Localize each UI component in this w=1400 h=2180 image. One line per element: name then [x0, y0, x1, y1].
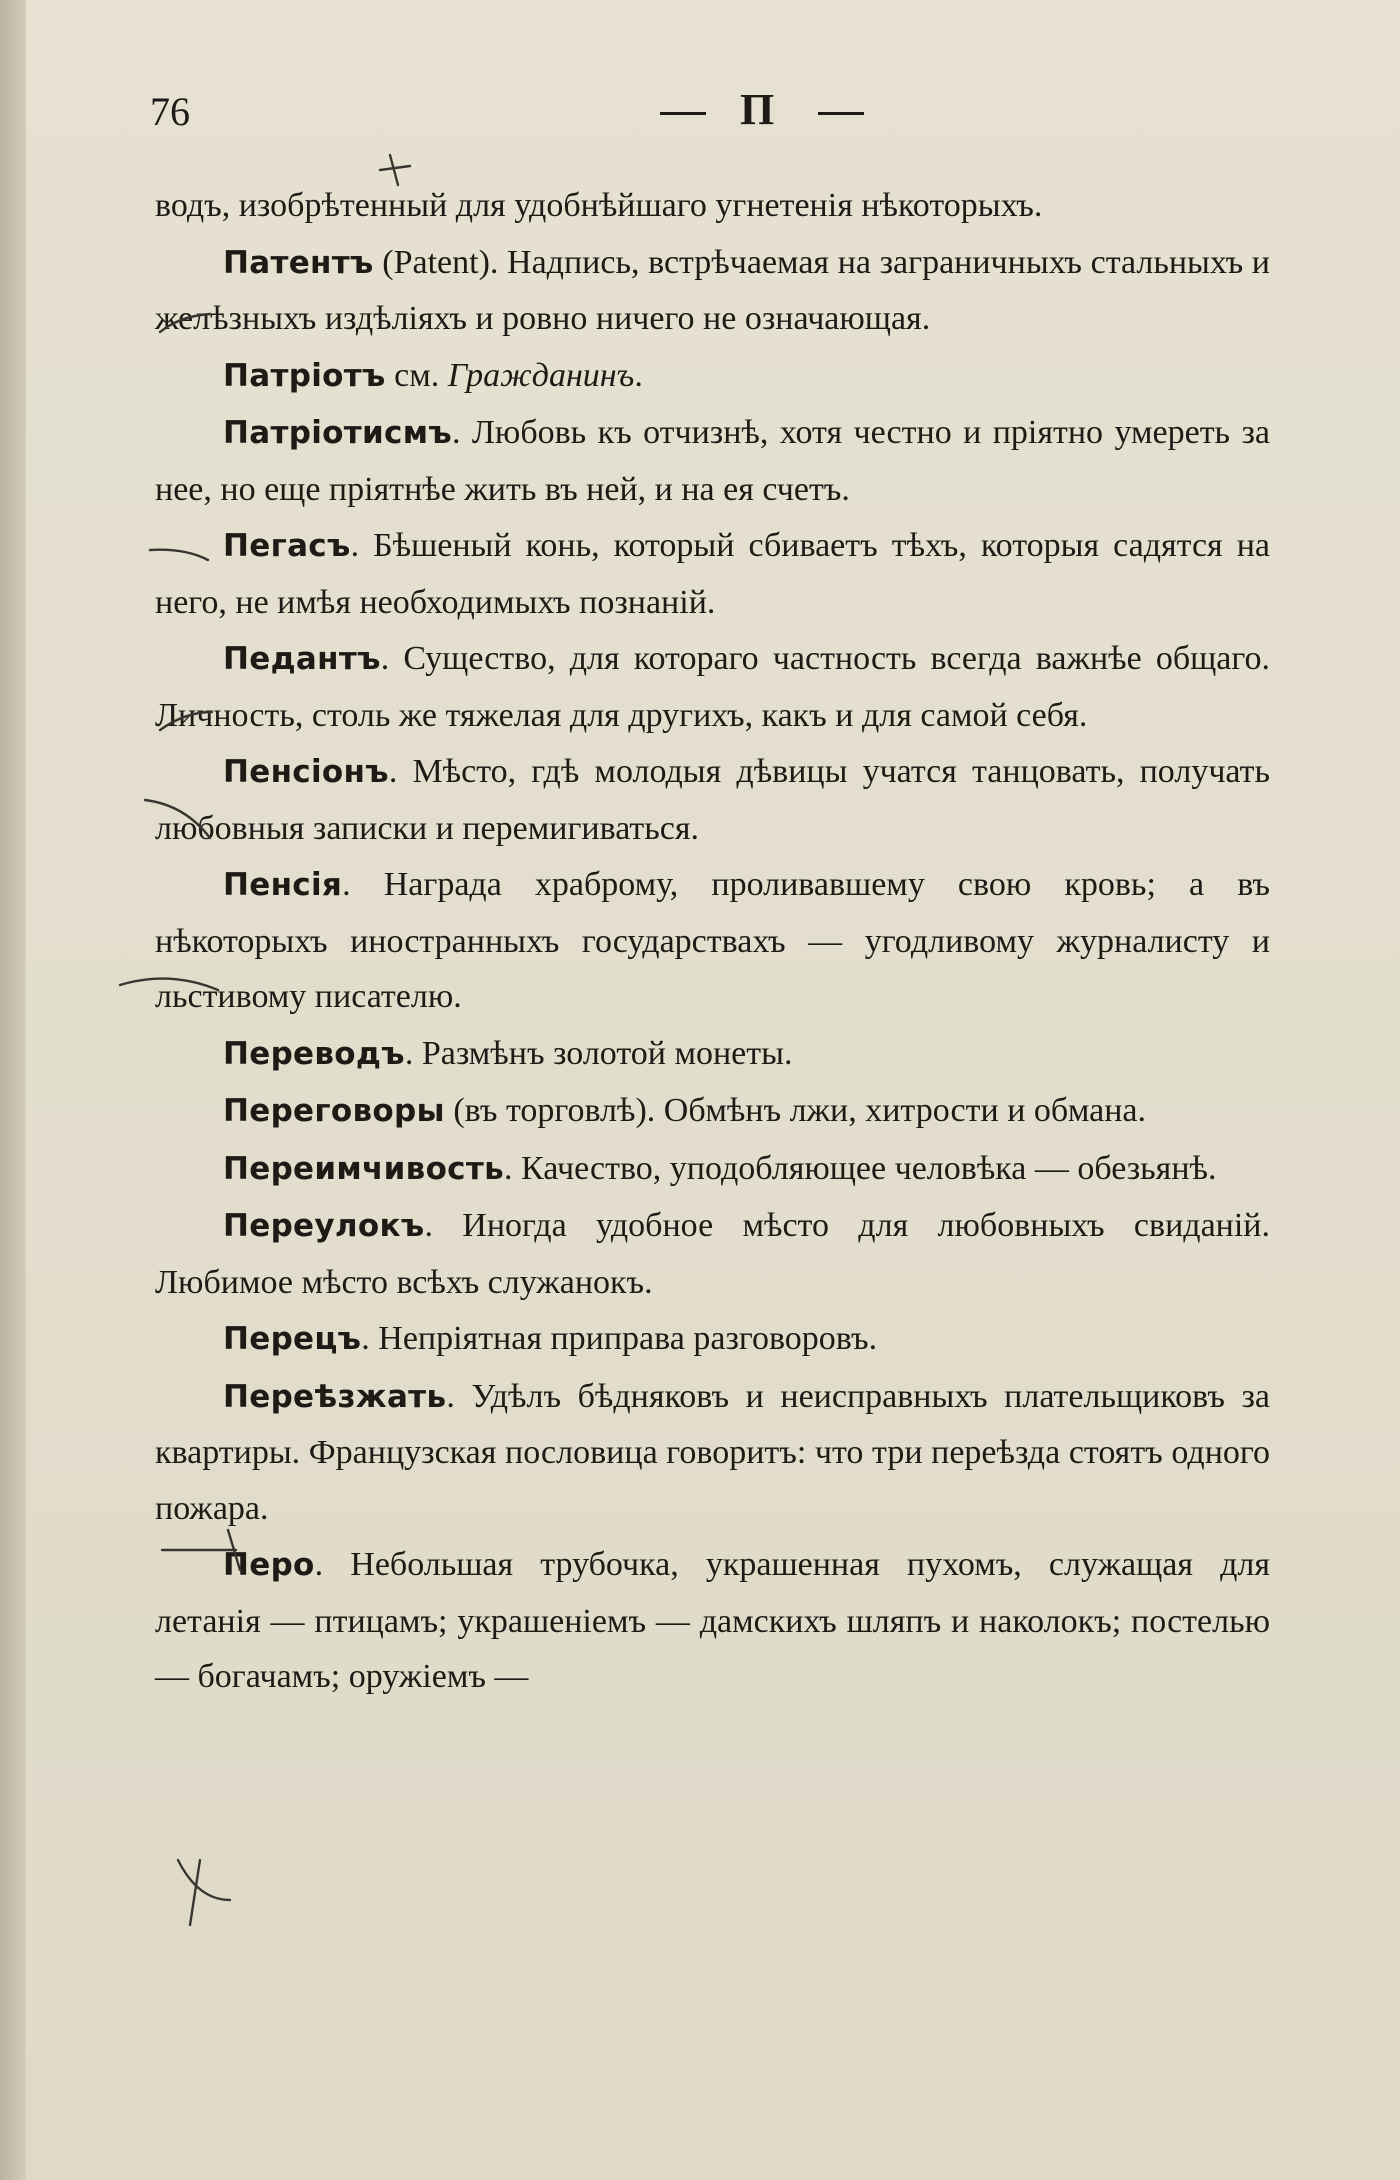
entry-term: Патріотисмъ [223, 415, 452, 451]
entry-term: Пегасъ [223, 528, 351, 564]
entry-text-end: . [634, 356, 643, 394]
entry-term: Переговоры [223, 1093, 445, 1129]
entry-text: водъ, изобрѣтенный для удобнѣйшаго угнетенія нѣкоторыхъ. [155, 187, 1043, 224]
entry-term: Перо [223, 1547, 315, 1583]
entry-text: . Качество, уподобляющее человѣка — обезьянѣ. [504, 1149, 1217, 1187]
pencil-tick-mark [160, 712, 212, 730]
section-letter: П [740, 85, 777, 134]
entry-term: Переулокъ [223, 1208, 425, 1244]
pencil-tick-mark [145, 800, 210, 838]
pencil-tick-mark [120, 979, 218, 990]
pencil-tick-mark [162, 1530, 240, 1570]
entry-text: . Существо, для котораго частность всегда важнѣе общаго. Личность, столь же тяжелая для другихъ, какъ и для самой себя. [155, 640, 1270, 734]
entry-text: . Непріятная приправа разговоровъ. [361, 1320, 878, 1357]
entry-text: . Любовь къ отчизнѣ, хотя честно и пріятно умереть за нее, но еще пріятнѣе жить въ ней, и на ея счетъ. [155, 414, 1270, 508]
entry-term: Переимчивость [223, 1150, 505, 1187]
entry-text: . Удѣлъ бѣдняковъ и неисправныхъ плательщиковъ за квартиры. Французская пословица говоритъ: что три переѣзда стоятъ одного пожара. [155, 1377, 1270, 1527]
pencil-tick-mark [178, 1860, 230, 1925]
entry-term: Переводъ [223, 1035, 405, 1072]
entry-term: Патріотъ [223, 357, 386, 394]
pencil-tick-mark [380, 155, 410, 185]
entry-text: . Небольшая трубочка, украшенная пухомъ, служащая для летанія — птицамъ; украшеніемъ — дамскихъ шляпъ и наколокъ; постелью — богачамъ; оружіемъ — [155, 1546, 1270, 1695]
pencil-tick-mark [150, 550, 208, 560]
entry-text: . Иногда удобное мѣсто для любовныхъ свиданій. Любимое мѣсто всѣхъ служанокъ. [155, 1207, 1270, 1301]
entry-term: Перецъ [223, 1321, 362, 1357]
entry-text: . Бѣшеный конь, который сбиваетъ тѣхъ, которыя садятся на него, не имѣя необходимыхъ познаній. [155, 527, 1270, 621]
pencil-tick-mark [160, 314, 210, 332]
entry-text: . Размѣнъ золотой монеты. [404, 1034, 793, 1072]
cross-reference: Гражданинъ [447, 356, 635, 394]
entry-text: . Награда храброму, проливавшему свою кровь; а въ нѣкоторыхъ иностранныхъ государствахъ — угодливому журналисту и льстивому писателю. [155, 866, 1270, 1015]
entry-text: (Patent). Надпись, встрѣчаемая на заграничныхъ стальныхъ и желѣзныхъ издѣліяхъ и ровно ничего не означающая. [155, 243, 1270, 337]
entry-text: (въ торговлѣ). Обмѣнъ лжи, хитрости и обмана. [444, 1092, 1147, 1129]
entry-term: Пенсія [223, 867, 343, 903]
entry-term: Патентъ [223, 244, 374, 281]
entry-text: . Мѣсто, гдѣ молодыя дѣвицы учатся танцовать, получать любовныя записки и перемигиваться. [155, 753, 1270, 847]
entry-text: см. [385, 356, 448, 394]
entry-term: Пенсіонъ [223, 754, 389, 790]
page-number: 76 [150, 89, 190, 134]
entry-term: Педантъ [223, 641, 381, 677]
entry-term: Переѣзжать [223, 1378, 447, 1415]
